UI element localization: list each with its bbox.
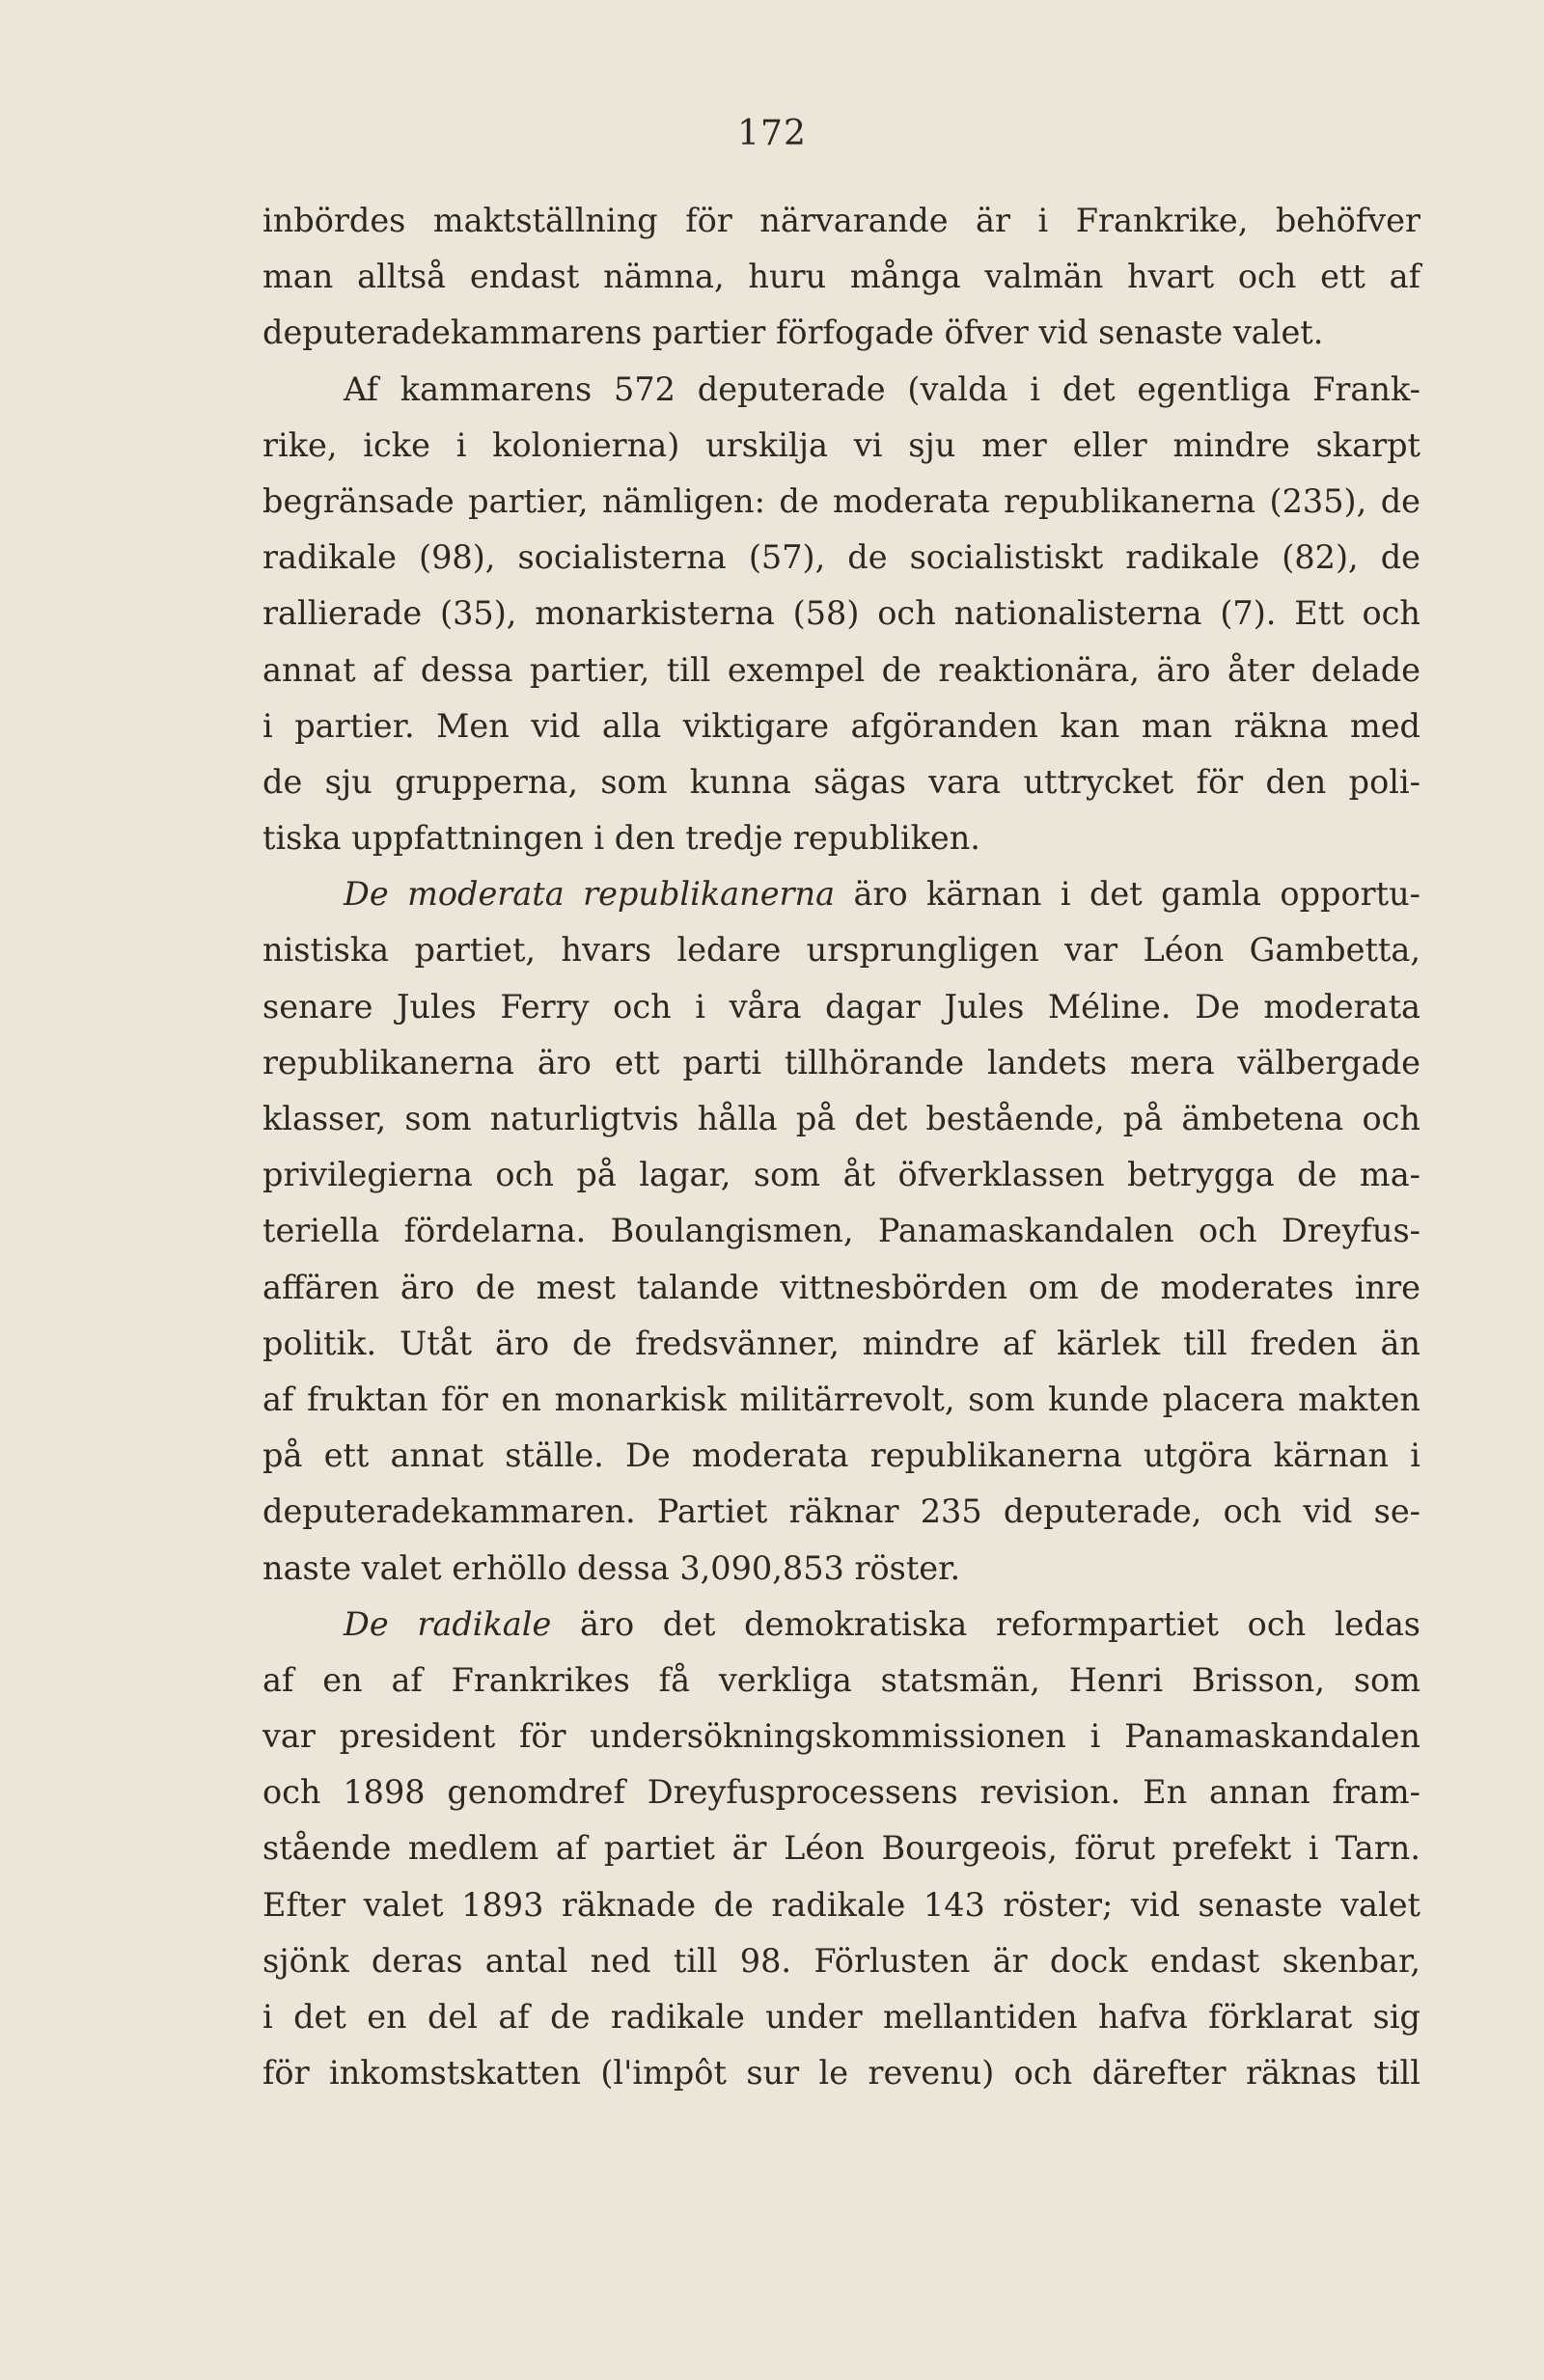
- text-line: sjönk deras antal ned till 98. Förlusten är dock endast skenbar,: [262, 1941, 1420, 1980]
- text-line: republikanerna äro ett parti tillhörande landets mera välbergade: [262, 1043, 1420, 1081]
- text-line: radikale (98), socialisterna (57), de socialistiskt radikale (82), de: [262, 538, 1420, 577]
- text-line: rike, icke i kolonierna) urskilja vi sju mer eller mindre skarpt: [262, 425, 1420, 464]
- text-line: Efter valet 1893 räknade de radikale 143 röster; vid senaste valet: [262, 1885, 1420, 1924]
- text-line: deputeradekammarens partier förfogade öfver vid senaste valet.: [262, 314, 1324, 352]
- text-line: deputeradekammaren. Partiet räknar 235 deputerade, och vid se-: [262, 1492, 1420, 1531]
- text-line: teriella fördelarna. Boulangismen, Panamaskandalen och Dreyfus-: [262, 1212, 1420, 1250]
- text-line: inbördes maktställning för närvarande är i Frankrike, behöfver: [262, 202, 1420, 239]
- text-line: i det en del af de radikale under mellantiden hafva förklarat sig: [262, 1998, 1420, 2036]
- body-text: [262, 193, 1420, 2101]
- text-line: begränsade partier, nämligen: de moderata republikanerna (235), de: [262, 481, 1420, 520]
- text-line: var president för undersökningskommissionen i Panamaskandalen: [262, 1717, 1420, 1756]
- text-run: äro kärnan i det gamla opportu-: [835, 875, 1420, 914]
- text-line: man alltså endast nämna, huru många valmän hvart och ett af: [262, 258, 1420, 296]
- paragraph-start-line: Af kammarens 572 deputerade (valda i det egentliga Frank-: [344, 369, 1420, 408]
- italic-heading: De radikale: [344, 1604, 552, 1643]
- page-number: 172: [737, 114, 807, 153]
- paragraph-start-line: [262, 866, 1420, 922]
- text-line: tiska uppfattningen i den tredje republiken.: [262, 819, 980, 858]
- text-line: klasser, som naturligtvis hålla på det bestående, på ämbetena och: [262, 1100, 1420, 1137]
- text-line: affären äro de mest talande vittnesbörden om de moderates inre: [262, 1268, 1420, 1306]
- text-line: och 1898 genomdref Dreyfusprocessens revision. En annan fram-: [262, 1773, 1420, 1812]
- text-line: stående medlem af partiet är Léon Bourgeois, förut prefekt i Tarn.: [262, 1829, 1420, 1868]
- text-line: på ett annat ställe. De moderata republikanerna utgöra kärnan i: [262, 1436, 1420, 1475]
- text-line: för inkomstskatten (l'impôt sur le revenu) och därefter räknas till: [262, 2054, 1420, 2093]
- text-line: de sju grupperna, som kunna sägas vara uttrycket för den poli-: [262, 762, 1420, 801]
- italic-heading: De moderata republikanerna: [344, 875, 836, 914]
- text-line: rallierade (35), monarkisterna (58) och nationalisterna (7). Ett och: [262, 594, 1420, 633]
- text-run: äro det demokratiska reformpartiet och ledas: [551, 1604, 1420, 1643]
- paragraph-start-line: [262, 1597, 1420, 1653]
- text-line: af en af Frankrikes få verkliga statsmän, Henri Brisson, som: [262, 1660, 1420, 1699]
- text-line: i partier. Men vid alla viktigare afgöranden kan man räkna med: [262, 706, 1420, 745]
- text-line: privilegierna och på lagar, som åt öfverklassen betrygga de ma-: [262, 1156, 1420, 1194]
- text-line: annat af dessa partier, till exempel de reaktionära, äro åter delade: [262, 650, 1420, 689]
- text-line: nistiska partiet, hvars ledare ursprungligen var Léon Gambetta,: [262, 931, 1420, 970]
- text-line: af fruktan för en monarkisk militärrevolt, som kunde placera makten: [262, 1380, 1420, 1418]
- text-line: naste valet erhöllo dessa 3,090,853 röster.: [262, 1548, 961, 1587]
- text-line: politik. Utåt äro de fredsvänner, mindre af kärlek till freden än: [262, 1324, 1420, 1362]
- text-line: senare Jules Ferry och i våra dagar Jules Méline. De moderata: [262, 987, 1420, 1026]
